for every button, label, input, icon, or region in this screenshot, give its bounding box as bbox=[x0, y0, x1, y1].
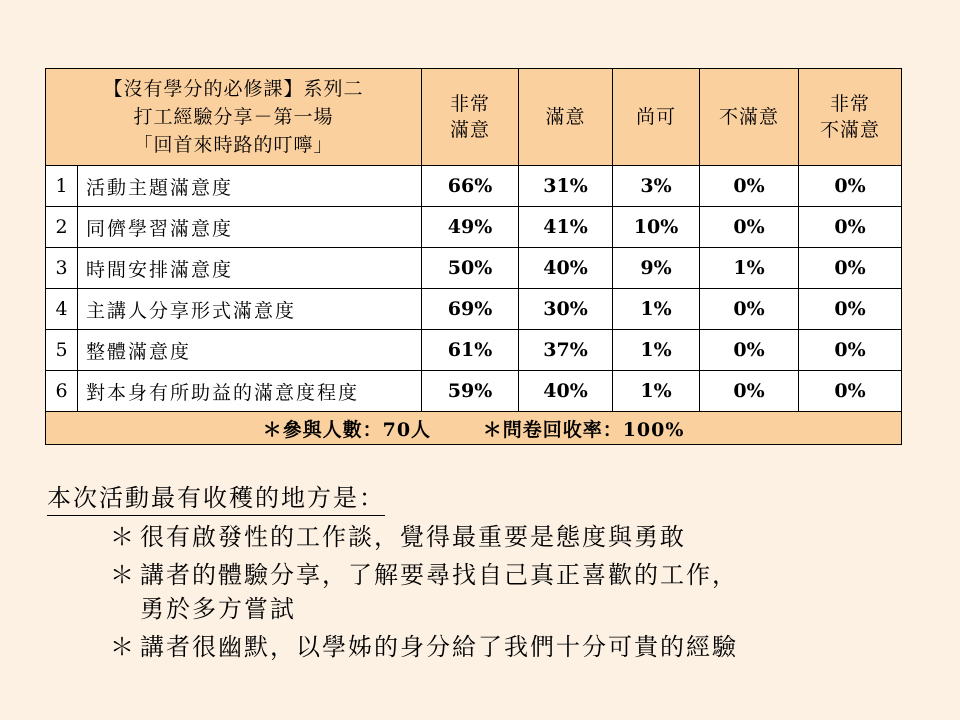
column-header-satisfied bbox=[519, 69, 613, 166]
row-index: 4 bbox=[46, 289, 78, 330]
column-header-line: 不滿意 bbox=[820, 119, 881, 141]
cell-satisfied: 37% bbox=[519, 330, 613, 371]
cell-very-satisfied: 59% bbox=[422, 371, 519, 412]
cell-very-satisfied: 69% bbox=[422, 289, 519, 330]
table-row bbox=[46, 248, 902, 289]
table-row bbox=[46, 207, 902, 248]
table-row bbox=[46, 166, 902, 207]
row-item: 對本身有所助益的滿意度程度 bbox=[78, 371, 422, 412]
column-header-very-satisfied bbox=[422, 69, 519, 166]
cell-very-dissatisfied: 0% bbox=[799, 207, 902, 248]
table-footer-row bbox=[46, 412, 902, 445]
cell-dissatisfied: 1% bbox=[700, 248, 799, 289]
notes-heading: 本次活動最有收穫的地方是： bbox=[47, 482, 385, 516]
cell-very-satisfied: 61% bbox=[422, 330, 519, 371]
cell-dissatisfied: 0% bbox=[700, 207, 799, 248]
cell-dissatisfied: 0% bbox=[700, 371, 799, 412]
cell-satisfied: 40% bbox=[519, 248, 613, 289]
row-index: 3 bbox=[46, 248, 78, 289]
cell-neutral: 1% bbox=[613, 371, 700, 412]
harvest-notes bbox=[47, 482, 927, 664]
column-header-line: 非常 bbox=[830, 93, 871, 115]
table-row bbox=[46, 371, 902, 412]
cell-satisfied: 41% bbox=[519, 207, 613, 248]
cell-neutral: 1% bbox=[613, 289, 700, 330]
cell-satisfied: 30% bbox=[519, 289, 613, 330]
column-header-line: 不滿意 bbox=[719, 106, 780, 128]
column-header-line: 非常 bbox=[450, 93, 491, 115]
cell-very-dissatisfied: 0% bbox=[799, 289, 902, 330]
cell-neutral: 9% bbox=[613, 248, 700, 289]
satisfaction-table bbox=[45, 68, 902, 445]
table-title bbox=[46, 69, 422, 166]
note-text: 很有啟發性的工作談，覺得最重要是態度與勇敢 bbox=[140, 523, 686, 551]
row-item: 同儕學習滿意度 bbox=[78, 207, 422, 248]
cell-dissatisfied: 0% bbox=[700, 289, 799, 330]
column-header-neutral bbox=[613, 69, 700, 166]
row-item: 主講人分享形式滿意度 bbox=[78, 289, 422, 330]
cell-very-dissatisfied: 0% bbox=[799, 330, 902, 371]
row-item: 整體滿意度 bbox=[78, 330, 422, 371]
cell-dissatisfied: 0% bbox=[700, 166, 799, 207]
column-header-dissatisfied bbox=[700, 69, 799, 166]
cell-satisfied: 31% bbox=[519, 166, 613, 207]
column-header-line: 滿意 bbox=[450, 119, 491, 141]
cell-very-satisfied: 50% bbox=[422, 248, 519, 289]
row-index: 6 bbox=[46, 371, 78, 412]
note-text: 講者很幽默，以學姊的身分給了我們十分可貴的經驗 bbox=[140, 633, 738, 661]
row-item: 時間安排滿意度 bbox=[78, 248, 422, 289]
cell-very-satisfied: 66% bbox=[422, 166, 519, 207]
cell-very-dissatisfied: 0% bbox=[799, 166, 902, 207]
cell-neutral: 1% bbox=[613, 330, 700, 371]
table-title-line: 「回首來時路的叮嚀」 bbox=[133, 134, 334, 156]
table-footer bbox=[46, 412, 902, 445]
row-index: 1 bbox=[46, 166, 78, 207]
participants-count: ＊參與人數：70人 bbox=[262, 418, 432, 441]
table-header-row bbox=[46, 69, 902, 166]
cell-satisfied: 40% bbox=[519, 371, 613, 412]
asterisk-bullet: ＊ bbox=[110, 523, 136, 551]
column-header-line: 滿意 bbox=[545, 106, 586, 128]
row-item: 活動主題滿意度 bbox=[78, 166, 422, 207]
table-title-line: 打工經驗分享－第一場 bbox=[133, 106, 334, 128]
cell-neutral: 3% bbox=[613, 166, 700, 207]
table-title-line: 【沒有學分的必修課】系列二 bbox=[103, 78, 364, 100]
cell-neutral: 10% bbox=[613, 207, 700, 248]
cell-very-satisfied: 49% bbox=[422, 207, 519, 248]
row-index: 2 bbox=[46, 207, 78, 248]
table-row bbox=[46, 289, 902, 330]
table-row bbox=[46, 330, 902, 371]
note-item bbox=[110, 520, 927, 554]
note-text: 講者的體驗分享，了解要尋找自己真正喜歡的工作， bbox=[140, 561, 738, 589]
column-header-line: 尚可 bbox=[636, 106, 677, 128]
note-item bbox=[110, 630, 927, 664]
row-index: 5 bbox=[46, 330, 78, 371]
note-text-continued: 勇於多方嘗試 bbox=[140, 595, 296, 623]
return-rate: ＊問卷回收率：100% bbox=[482, 418, 685, 441]
cell-dissatisfied: 0% bbox=[700, 330, 799, 371]
column-header-very-dissatisfied bbox=[799, 69, 902, 166]
cell-very-dissatisfied: 0% bbox=[799, 248, 902, 289]
asterisk-bullet: ＊ bbox=[110, 633, 136, 661]
cell-very-dissatisfied: 0% bbox=[799, 371, 902, 412]
note-item bbox=[110, 558, 927, 626]
asterisk-bullet: ＊ bbox=[110, 561, 136, 589]
